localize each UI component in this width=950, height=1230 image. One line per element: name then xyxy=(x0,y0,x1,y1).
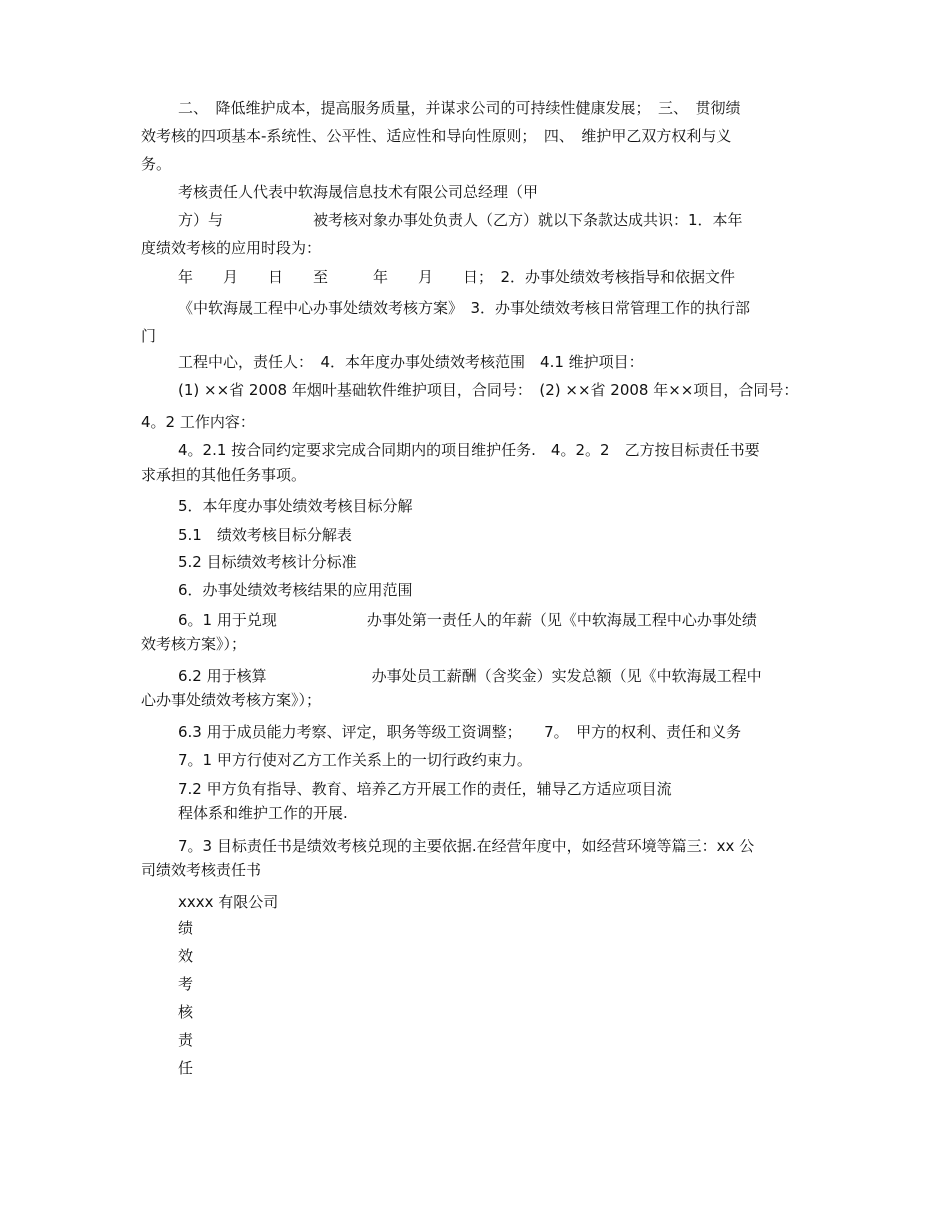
text-line: 7。1 甲方行使对乙方工作关系上的一切行政约束力。 xyxy=(178,751,532,769)
vertical-title-char: 责 xyxy=(178,1031,194,1049)
text-line: 门 xyxy=(141,327,157,345)
text-line: 5.2 目标绩效考核计分标准 xyxy=(178,553,357,571)
text-line: 度绩效考核的应用时段为： xyxy=(141,239,322,257)
text-line: 工程中心，责任人： 4．本年度办事处绩效考核范围 4.1 维护项目： xyxy=(178,353,644,371)
text-line: 5.1 绩效考核目标分解表 xyxy=(178,526,352,544)
text-line: 4。2 工作内容： xyxy=(141,413,255,431)
text-line: 年 月 日 至 年 月 日； 2．办事处绩效考核指导和依据文件 xyxy=(178,268,736,286)
text-line: 考核责任人代表中软海晟信息技术有限公司总经理（甲 xyxy=(178,183,539,201)
text-line: 程体系和维护工作的开展. xyxy=(178,804,348,822)
text-line: 6。1 用于兑现 办事处第一责任人的年薪（见《中软海晟工程中心办事处绩 xyxy=(178,611,757,629)
text-line: 效考核的四项基本-系统性、公平性、适应性和导向性原则； 四、 维护甲乙双方权利与义 xyxy=(141,127,732,145)
text-line: 4。2.1 按合同约定要求完成合同期内的项目维护任务. 4。2。2 乙方按目标责任书要 xyxy=(178,441,760,459)
text-line: 5．本年度办事处绩效考核目标分解 xyxy=(178,497,413,515)
text-line: 7.2 甲方负有指导、教育、培养乙方开展工作的责任，辅导乙方适应项目流 xyxy=(178,780,672,798)
text-line: 6．办事处绩效考核结果的应用范围 xyxy=(178,581,413,599)
vertical-title-char: 核 xyxy=(178,1003,194,1021)
text-line: (1) ××省 2008 年烟叶基础软件维护项目，合同号： (2) ××省 2008 年××项目，合同号： xyxy=(178,381,799,399)
text-line: 方）与 被考核对象办事处负责人（乙方）就以下条款达成共识：1．本年 xyxy=(178,211,743,229)
text-line: 6.3 用于成员能力考察、评定，职务等级工资调整； 7。 甲方的权利、责任和义务 xyxy=(178,723,742,741)
text-line: 司绩效考核责任书 xyxy=(141,861,262,879)
text-line: 效考核方案》）； xyxy=(141,635,247,653)
text-line: xxxx 有限公司 xyxy=(178,893,279,911)
text-line: 《中软海晟工程中心办事处绩效考核方案》 3．办事处绩效考核日常管理工作的执行部 xyxy=(178,299,751,317)
vertical-title-char: 任 xyxy=(178,1059,194,1077)
text-line: 二、 降低维护成本，提高服务质量，并谋求公司的可持续性健康发展； 三、 贯彻绩 xyxy=(178,99,741,117)
text-line: 心办事处绩效考核方案》）； xyxy=(141,691,322,709)
vertical-title-char: 效 xyxy=(178,947,194,965)
vertical-title-char: 绩 xyxy=(178,919,194,937)
text-line: 7。3 目标责任书是绩效考核兑现的主要依据.在经营年度中，如经营环境等篇三：xx 公 xyxy=(178,837,755,855)
text-line: 务。 xyxy=(141,155,172,173)
text-line: 6.2 用于核算 办事处员工薪酬（含奖金）实发总额（见《中软海晟工程中 xyxy=(178,667,762,685)
vertical-title-char: 考 xyxy=(178,975,194,993)
text-line: 求承担的其他任务事项。 xyxy=(141,466,307,484)
